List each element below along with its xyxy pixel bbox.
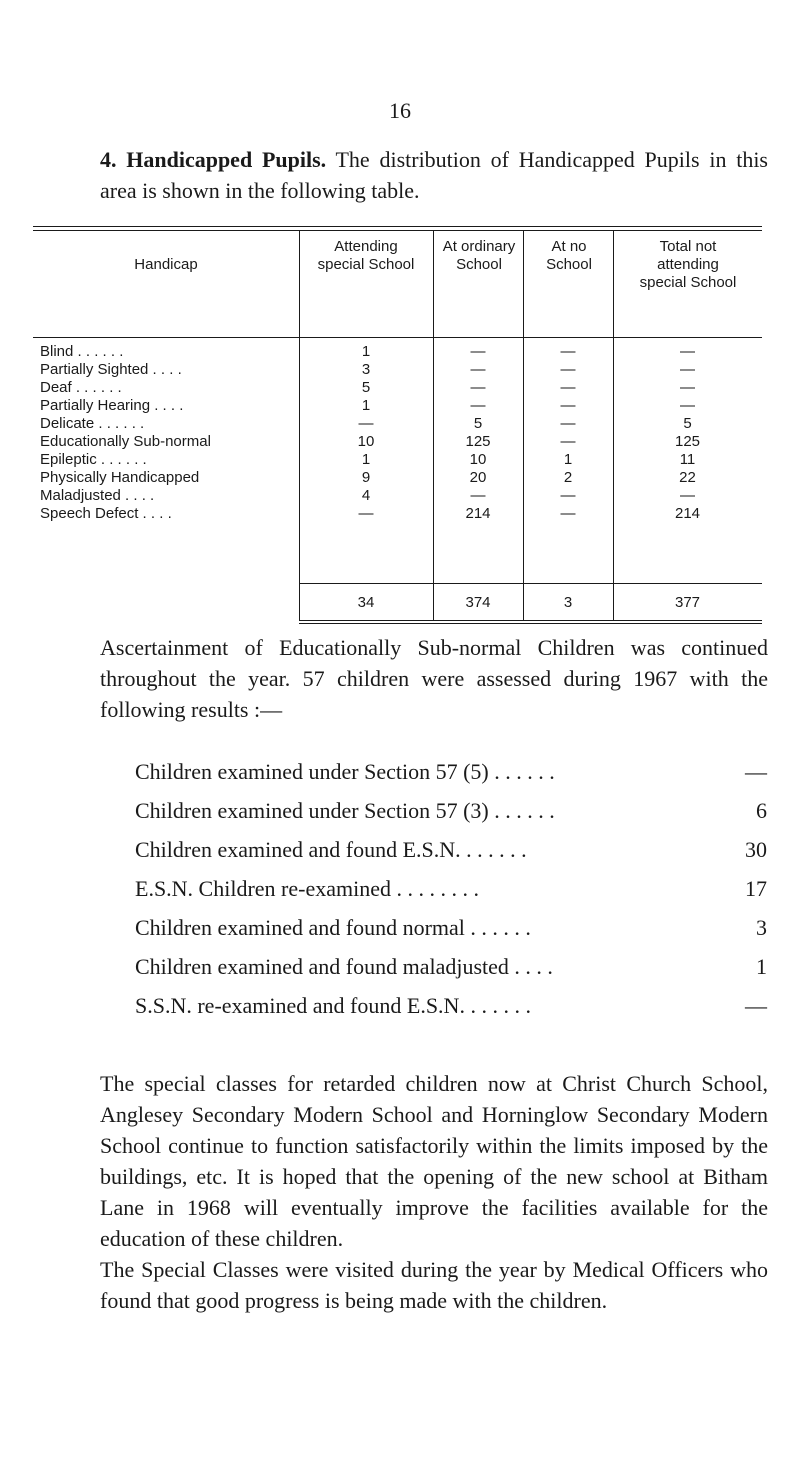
result-label: E.S.N. Children re-examined . . . . . . . . [135,876,479,901]
row-label-delicate: Delicate . . . . . . [40,415,145,432]
result-label: Children examined under Section 57 (5) . . . . . . [135,759,555,784]
cell-epileptic-total: 11 [679,451,696,468]
cell-deaf-none: — [560,379,576,396]
result-row [135,908,767,947]
table-top-rule-2 [33,230,762,231]
medical-officers-paragraph: The Special Classes were visited during the year by Medical Officers who found that good progress is being made with the children. [100,1257,768,1313]
row-label-partially-hearing: Partially Hearing . . . . [40,397,184,414]
intro-text: The distribution of Handicapped Pupils in this area is shown in the following table. [100,147,768,203]
cell-physical-total: 22 [679,469,696,486]
cell-deaf-ordinary: — [470,379,486,396]
result-value: 17 [745,876,767,901]
header-total-not-attending: Total not attending special School [639,238,737,291]
row-label-blind: Blind . . . . . . [40,343,124,360]
result-value: 6 [756,798,767,823]
cell-esn-total: 125 [674,433,701,450]
cell-esn-ordinary: 125 [465,433,491,450]
cell-blind-total: — [680,343,695,360]
cell-epileptic-none: 1 [563,451,573,468]
total-special: 34 [357,594,375,611]
cell-speech-none: — [560,505,576,522]
results-list [135,752,767,1025]
result-label: Children examined and found normal . . . . . . [135,915,531,940]
handicap-table [33,226,762,624]
cell-ph-special: 1 [361,397,371,414]
row-label-maladjusted: Maladjusted . . . . [40,487,155,504]
header-ordinary-school: At ordinary School [442,238,516,273]
cell-physical-ordinary: 20 [469,469,487,486]
cell-physical-special: 9 [361,469,371,486]
cell-speech-special: — [358,505,374,522]
table-top-rule [33,226,762,227]
ascertainment-paragraph: Ascertainment of Educationally Sub-normal Children was continued throughout the year. 57 children were assessed during 1967 with the following results :— [100,635,768,722]
result-row [135,791,767,830]
cell-deaf-total: — [680,379,695,396]
cell-physical-none: 2 [563,469,573,486]
cell-blind-none: — [560,343,576,360]
total-not-attending: 377 [674,594,701,611]
cell-ps-ordinary: — [470,361,486,378]
cell-maladjusted-ordinary: — [470,487,486,504]
result-value: — [745,993,767,1018]
result-row [135,752,767,791]
row-label-physically-handicapped: Physically Handicapped [40,469,200,486]
cell-ps-none: — [560,361,576,378]
totals-bottom-rule [299,620,762,621]
result-row [135,830,767,869]
cell-maladjusted-total: — [680,487,695,504]
cell-ph-ordinary: — [470,397,486,414]
result-row [135,986,767,1025]
cell-delicate-none: — [560,415,576,432]
cell-ps-total: — [680,361,695,378]
cell-maladjusted-none: — [560,487,576,504]
result-label: Children examined and found E.S.N. . . . . . . [135,837,527,862]
cell-delicate-total: 5 [683,415,692,432]
cell-delicate-special: — [358,415,374,432]
cell-blind-ordinary: — [470,343,486,360]
cell-speech-total: 214 [674,505,701,522]
page-number: 16 [389,98,411,123]
cell-deaf-special: 5 [361,379,371,396]
result-row [135,947,767,986]
row-label-deaf: Deaf . . . . . . [40,379,122,396]
header-rule [33,337,762,338]
result-label: Children examined and found maladjusted . . . . [135,954,553,979]
cell-ph-total: — [680,397,695,414]
result-value: — [745,759,767,784]
cell-esn-none: — [560,433,576,450]
header-handicap: Handicap [134,256,198,273]
result-value: 1 [756,954,767,979]
totals-top-rule [299,583,762,584]
row-label-epileptic: Epileptic . . . . . . [40,451,147,468]
cell-ps-special: 3 [361,361,371,378]
total-ordinary: 374 [465,594,491,611]
header-attending-special: Attending special School [317,238,415,273]
result-row [135,869,767,908]
cell-blind-special: 1 [361,343,371,360]
cell-epileptic-ordinary: 10 [469,451,487,468]
totals-bottom-rule-2 [299,623,762,624]
cell-speech-ordinary: 214 [465,505,491,522]
total-none: 3 [563,594,573,611]
result-label: S.S.N. re-examined and found E.S.N. . . . . . . [135,993,531,1018]
row-label-speech-defect: Speech Defect . . . . [40,505,172,522]
result-value: 3 [756,915,767,940]
row-label-partially-sighted: Partially Sighted . . . . [40,361,182,378]
cell-esn-special: 10 [357,433,375,450]
special-classes-paragraph: The special classes for retarded children now at Christ Church School, Anglesey Secondary Modern School and Horninglow Secondary Modern School continue to function satisfactorily within the limits imposed by the buildings, etc. It is hoped that the opening of the new school at Bitham Lane in 1968 will eventually improve the facilities available for the education of these children. [100,1071,768,1251]
cell-delicate-ordinary: 5 [473,415,483,432]
row-label-esn: Educationally Sub-normal [40,433,211,450]
cell-epileptic-special: 1 [361,451,371,468]
result-label: Children examined under Section 57 (3) . . . . . . [135,798,555,823]
cell-ph-none: — [560,397,576,414]
intro-paragraph [100,144,768,206]
header-no-school: At no School [546,238,592,273]
result-value: 30 [745,837,767,862]
section-heading: 4. Handicapped Pupils. [100,147,327,172]
cell-maladjusted-special: 4 [361,487,371,504]
